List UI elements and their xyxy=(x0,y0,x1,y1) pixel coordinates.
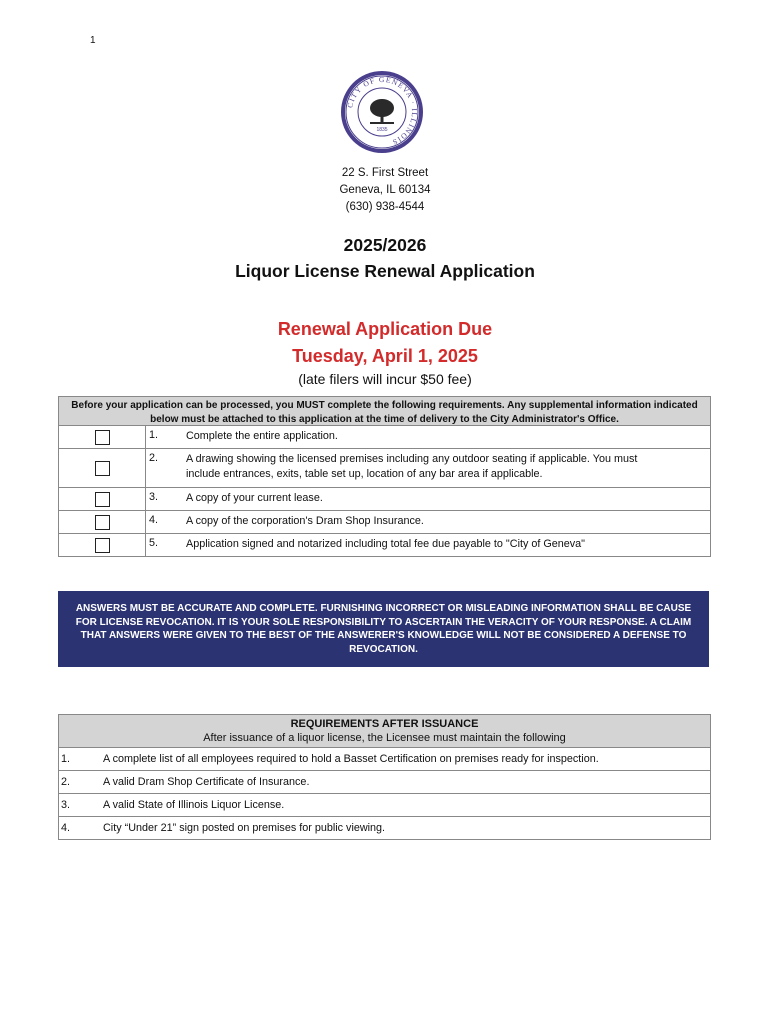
after-issuance-header xyxy=(59,715,710,748)
requirement-text: A copy of the corporation's Dram Shop Insurance. xyxy=(186,515,424,527)
late-fee-note: (late filers will incur $50 fee) xyxy=(298,371,472,387)
city-seal-logo xyxy=(340,70,424,154)
requirement-checkbox[interactable] xyxy=(95,430,110,445)
after-issuance-title: REQUIREMENTS AFTER ISSUANCE xyxy=(290,718,479,730)
requirement-row xyxy=(59,511,710,534)
due-date-block xyxy=(0,316,770,370)
requirement-number: 4. xyxy=(149,514,159,526)
requirement-checkbox[interactable] xyxy=(95,461,110,476)
after-issuance-number: 4. xyxy=(61,822,71,834)
requirement-row xyxy=(59,534,710,556)
due-line-1: Renewal Application Due xyxy=(277,319,493,339)
accuracy-warning-banner: ANSWERS MUST BE ACCURATE AND COMPLETE. FURNISHING INCORRECT OR MISLEADING INFORMATION SHALL BE CAUSE FOR LICENSE REVOCATION. IT IS YOUR SOLE RESPONSIBILITY TO ASCERTAIN THE VERACITY OF YOUR RESPONSE. A CLAIM THAT ANSWERS WERE GIVEN TO THE BEST OF THE ANSWERER'S KNOWLEDGE WILL NOT BE CONSIDERED A DEFENSE TO REVOCATION. xyxy=(58,591,709,667)
after-issuance-number: 2. xyxy=(61,776,71,788)
after-issuance-text: A complete list of all employees required to hold a Basset Certification on premises ready for inspection. xyxy=(103,753,599,765)
requirement-checkbox[interactable] xyxy=(95,492,110,507)
after-issuance-number: 1. xyxy=(61,753,71,765)
after-issuance-text: City “Under 21” sign posted on premises for public viewing. xyxy=(103,822,386,834)
requirement-row xyxy=(59,426,710,449)
requirements-table xyxy=(58,396,711,557)
requirement-checkbox[interactable] xyxy=(95,515,110,530)
svg-text:1835: 1835 xyxy=(376,127,388,133)
requirement-number: 1. xyxy=(149,429,159,441)
address-street: 22 S. First Street xyxy=(341,167,429,179)
requirements-header: Before your application can be processed, you MUST complete the following requirements. Any supplemental information indicated below must be attached to this application at the time of delivery to the City Administrator's Office. xyxy=(59,397,710,426)
after-issuance-number: 3. xyxy=(61,799,71,811)
requirement-number: 3. xyxy=(149,491,159,503)
after-issuance-row xyxy=(59,817,710,839)
after-issuance-row xyxy=(59,794,710,817)
after-issuance-text: A valid Dram Shop Certificate of Insurance. xyxy=(103,776,310,788)
address-phone: (630) 938-4544 xyxy=(345,201,425,213)
requirement-text: A drawing showing the licensed premises including any outdoor seating if applicable. You must include entrances, exits, table set up, location of any bar area if applicable. xyxy=(186,453,638,480)
requirement-text: A copy of your current lease. xyxy=(186,492,323,504)
svg-text:CITY OF GENEVA · ILLINOIS: CITY OF GENEVA · ILLINOIS xyxy=(345,74,420,148)
page-number: 1 xyxy=(90,35,96,46)
requirement-number: 5. xyxy=(149,537,159,549)
after-issuance-row xyxy=(59,771,710,794)
after-issuance-table xyxy=(58,714,711,840)
title-name: Liquor License Renewal Application xyxy=(235,261,535,281)
after-issuance-subtitle: After issuance of a liquor license, the Licensee must maintain the following xyxy=(203,732,566,744)
requirement-text: Complete the entire application. xyxy=(186,430,338,442)
after-issuance-text: A valid State of Illinois Liquor License. xyxy=(103,799,285,811)
due-line-2: Tuesday, April 1, 2025 xyxy=(292,346,478,366)
address-city: Geneva, IL 60134 xyxy=(339,184,431,196)
requirement-number: 2. xyxy=(149,452,159,464)
requirement-checkbox[interactable] xyxy=(95,538,110,553)
requirement-row xyxy=(59,449,710,488)
address-block xyxy=(0,165,770,216)
requirement-row xyxy=(59,488,710,511)
title-year: 2025/2026 xyxy=(343,235,427,255)
document-title xyxy=(0,232,770,284)
requirement-text: Application signed and notarized including total fee due payable to "City of Geneva" xyxy=(186,538,586,550)
after-issuance-row xyxy=(59,748,710,771)
